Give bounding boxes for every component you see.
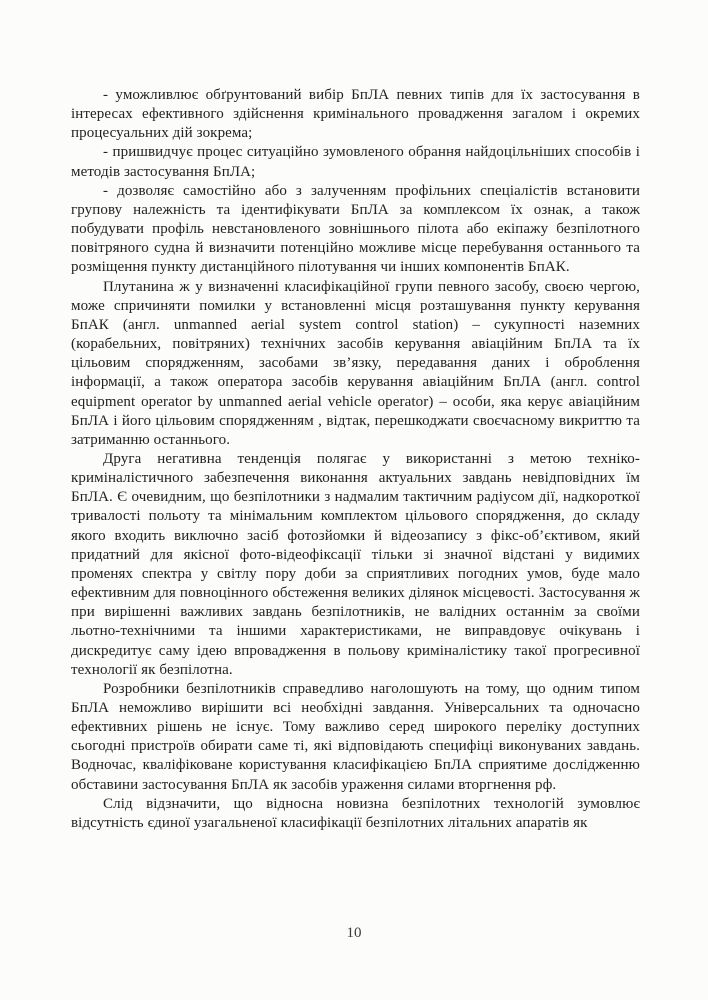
paragraph-bullet-3: - дозволяє самостійно або з залученням профільних спеціалістів встановити групову належність та ідентифікувати БпЛА за комплексом їх ознак, а також побудувати профіль невстановленого зовнішнього пілота або екіпажу безпілотного повітряного судна й визначити потенційно можливе місце перебування останнього та розміщення пункту дистанційного пілотування чи інших компонентів БпАК. (71, 182, 640, 276)
page-text-block (71, 86, 640, 833)
paragraph-body-4: Слід відзначити, що відносна новизна безпілотних технологій зумовлює відсутність єдиної узагальненої класифікації безпілотних літальних апаратів як (71, 795, 640, 831)
paragraph-body-2: Друга негативна тенденція полягає у використанні з метою техніко-криміналістичного забезпечення виконання актуальних завдань невідповідних їм БпЛА. Є очевидним, що безпілотники з надмалим тактичним радіусом дії, надкороткої тривалості польоту та мінімальним комплектом цільового спорядження, до складу якого входить виключно засіб фотозйомки й відеозапису з фікс-об’єктивом, який придатний для якісної фото-відеофіксації тільки зі значної відстані у видимих променях спектра у світлу пору доби за сприятливих погодних умов, буде мало ефективним для повноцінного обстеження великих ділянок місцевості. Застосування ж при вирішенні важливих завдань безпілотників, не валідних останнім за своїми льотно-технічними та іншими характеристиками, не виправдовує очікувань і дискредитує саму ідею впровадження в польову криміналістику такої прогресивної технології як безпілотна. (71, 450, 640, 678)
paragraph-bullet-1: - уможливлює обґрунтований вибір БпЛА певних типів для їх застосування в інтересах ефективного здійснення кримінального провадження загалом і окремих процесуальних дій зокрема; (71, 87, 640, 142)
paragraph-body-3: Розробники безпілотників справедливо наголошують на тому, що одним типом БпЛА неможливо вирішити всі необхідні завдання. Універсальних та одночасно ефективних рішень не існує. Тому важливо серед широкого переліку доступних сьогодні пристроїв обирати саме ті, які відповідають специфіці виконуваних завдань. Водночас, кваліфіковане користування класифікацією БпЛА сприятиме дослідженню обставини застосування БпЛА як засобів ураження силами вторгнення рф. (71, 680, 640, 793)
paragraph-bullet-2: - пришвидчує процес ситуаційно зумовленого обрання найдоцільніших способів і методів застосування БпЛА; (71, 144, 640, 180)
paragraph-body-1: Плутанина ж у визначенні класифікаційної групи певного засобу, своєю чергою, може спричиняти помилки у встановленні місця розташування пункту керування БпАК (англ. unmanned aerial system control station) – сукупності наземних (корабельних, повітряних) технічних засобів керування авіаційним БпЛА та їх цільовим спорядженням, засобами зв’язку, передавання даних і оброблення інформації, а також оператора засобів керування авіаційним БпЛА (англ. control equipment operator by unmanned aerial vehicle operator) – особи, яка керує авіаційним БпЛА і його цільовим спорядженням , відтак, перешкоджати своєчасному викриттю та затриманню останнього. (71, 278, 640, 448)
page-number: 10 (346, 925, 362, 941)
